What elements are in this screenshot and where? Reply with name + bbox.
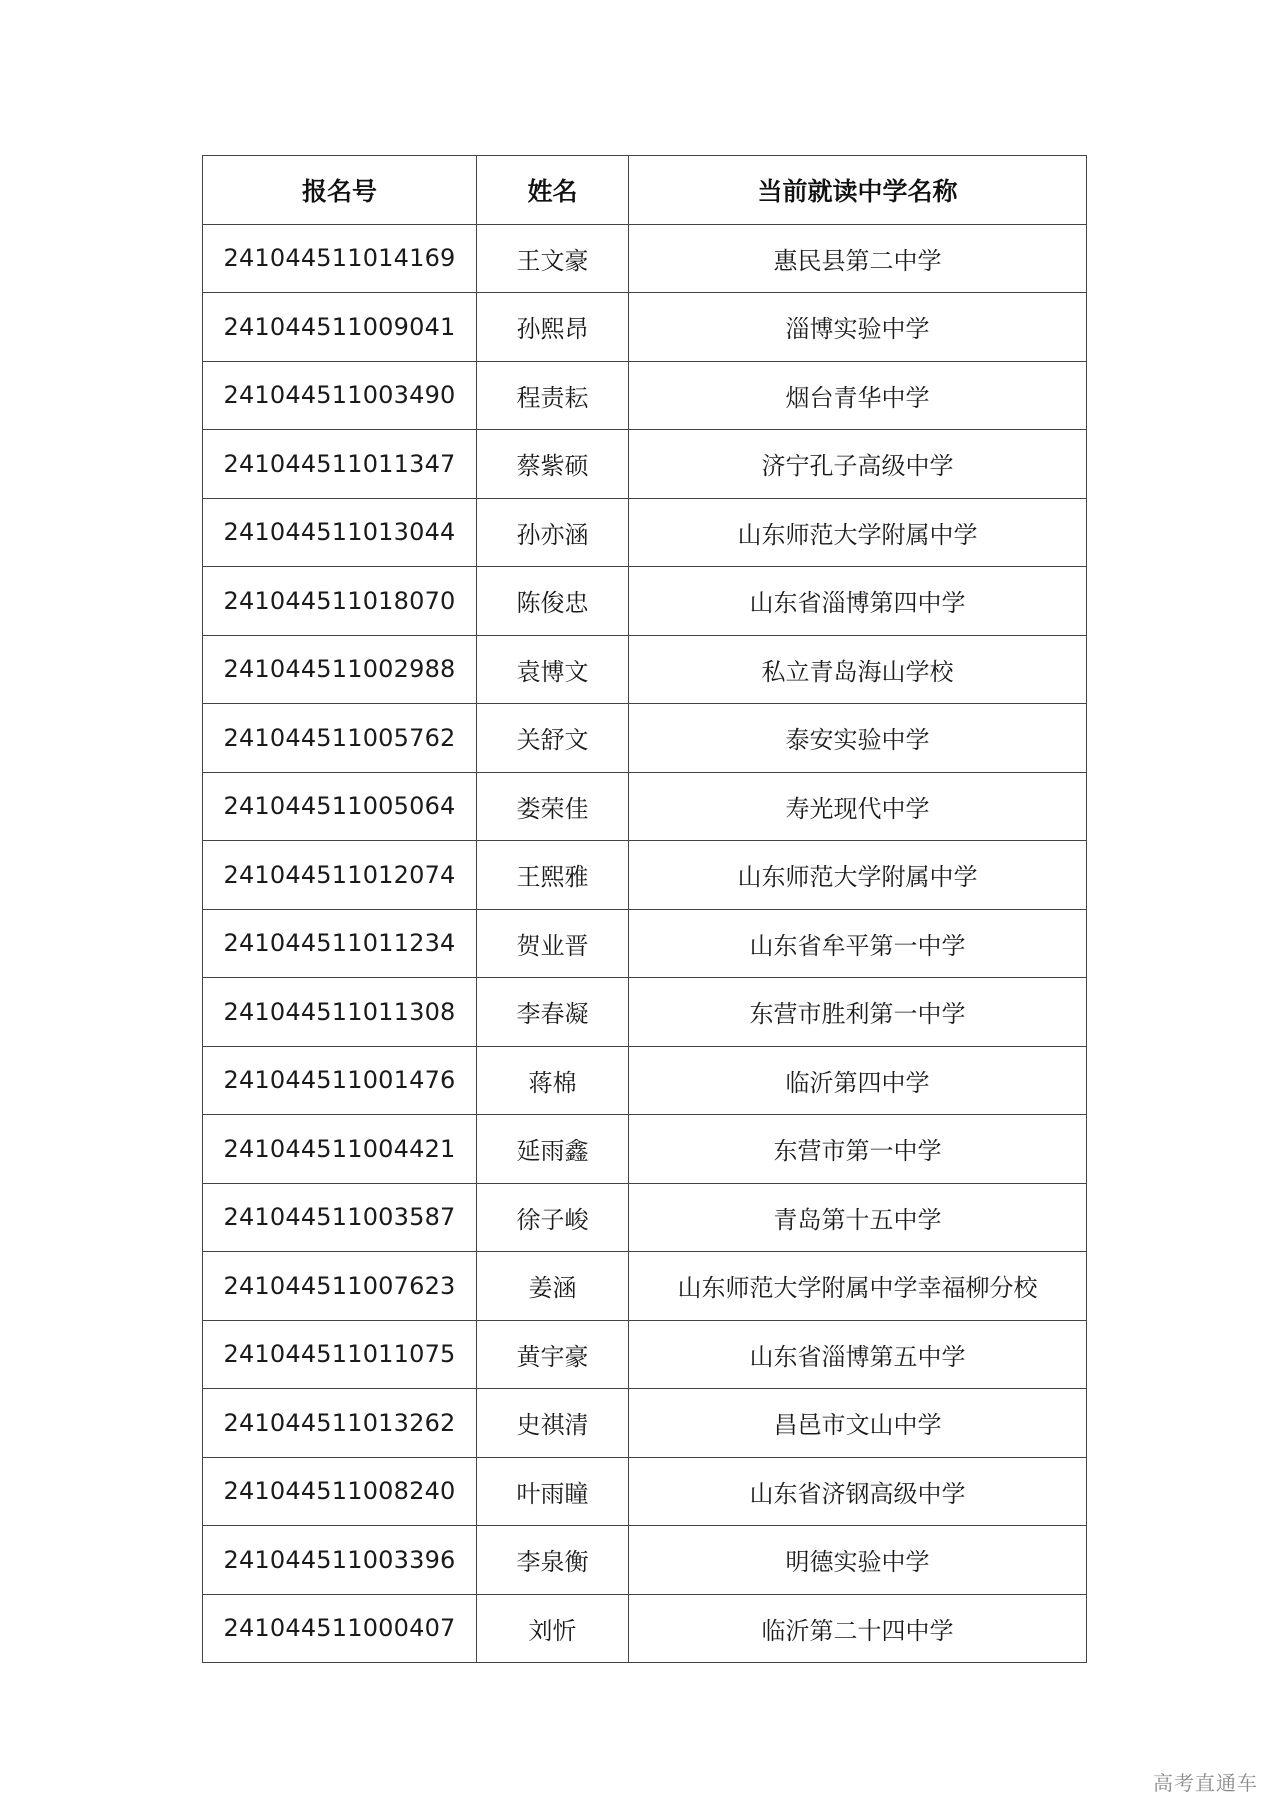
table-row [203, 1526, 1087, 1595]
registration-number-cell: 241044511005762 [203, 704, 477, 773]
table-row [203, 1320, 1087, 1389]
registration-number-cell: 241044511003490 [203, 361, 477, 430]
registration-number-cell: 241044511014169 [203, 224, 477, 293]
school-name-cell: 山东省淄博第五中学 [629, 1320, 1087, 1389]
student-name-cell: 王文豪 [477, 224, 629, 293]
student-name-cell: 娄荣佳 [477, 772, 629, 841]
school-name-cell: 山东省淄博第四中学 [629, 567, 1087, 636]
school-name-cell: 明德实验中学 [629, 1526, 1087, 1595]
student-name-cell: 李泉衡 [477, 1526, 629, 1595]
school-name-cell: 东营市第一中学 [629, 1115, 1087, 1184]
header-name: 姓名 [477, 156, 629, 225]
header-row [203, 156, 1087, 225]
student-name-cell: 王熙雅 [477, 841, 629, 910]
school-name-cell: 泰安实验中学 [629, 704, 1087, 773]
table-row [203, 293, 1087, 362]
school-name-cell: 山东师范大学附属中学幸福柳分校 [629, 1252, 1087, 1321]
table-row [203, 841, 1087, 910]
student-name-cell: 孙熙昂 [477, 293, 629, 362]
registration-number-cell: 241044511011075 [203, 1320, 477, 1389]
school-name-cell: 寿光现代中学 [629, 772, 1087, 841]
school-name-cell: 山东师范大学附属中学 [629, 498, 1087, 567]
table-row [203, 1389, 1087, 1458]
registration-number-cell: 241044511018070 [203, 567, 477, 636]
registration-number-cell: 241044511008240 [203, 1457, 477, 1526]
student-name-cell: 蒋棉 [477, 1046, 629, 1115]
school-name-cell: 济宁孔子高级中学 [629, 430, 1087, 499]
student-name-cell: 叶雨瞳 [477, 1457, 629, 1526]
registration-number-cell: 241044511012074 [203, 841, 477, 910]
student-name-cell: 蔡紫硕 [477, 430, 629, 499]
school-name-cell: 临沂第四中学 [629, 1046, 1087, 1115]
table-header [203, 156, 1087, 225]
table-row [203, 772, 1087, 841]
registration-number-cell: 241044511009041 [203, 293, 477, 362]
registration-number-cell: 241044511013044 [203, 498, 477, 567]
student-name-cell: 史祺清 [477, 1389, 629, 1458]
student-name-cell: 陈俊忠 [477, 567, 629, 636]
school-name-cell: 私立青岛海山学校 [629, 635, 1087, 704]
school-name-cell: 淄博实验中学 [629, 293, 1087, 362]
table-row [203, 978, 1087, 1047]
school-name-cell: 烟台青华中学 [629, 361, 1087, 430]
school-name-cell: 山东师范大学附属中学 [629, 841, 1087, 910]
registration-number-cell: 241044511013262 [203, 1389, 477, 1458]
registration-number-cell: 241044511011347 [203, 430, 477, 499]
registration-number-cell: 241044511011234 [203, 909, 477, 978]
table-row [203, 909, 1087, 978]
admission-list-table [202, 155, 1087, 1663]
table-row [203, 567, 1087, 636]
registration-number-cell: 241044511005064 [203, 772, 477, 841]
student-name-cell: 徐子峻 [477, 1183, 629, 1252]
student-name-cell: 李春凝 [477, 978, 629, 1047]
table-row [203, 498, 1087, 567]
table-row [203, 635, 1087, 704]
registration-number-cell: 241044511004421 [203, 1115, 477, 1184]
registration-number-cell: 241044511003396 [203, 1526, 477, 1595]
student-name-cell: 刘忻 [477, 1594, 629, 1663]
table-body [203, 224, 1087, 1663]
table-row [203, 1594, 1087, 1663]
table-row [203, 430, 1087, 499]
school-name-cell: 山东省牟平第一中学 [629, 909, 1087, 978]
registration-number-cell: 241044511007623 [203, 1252, 477, 1321]
student-name-cell: 程责耘 [477, 361, 629, 430]
student-name-cell: 贺业晋 [477, 909, 629, 978]
table-row [203, 361, 1087, 430]
registration-number-cell: 241044511011308 [203, 978, 477, 1047]
header-registration-number: 报名号 [203, 156, 477, 225]
school-name-cell: 青岛第十五中学 [629, 1183, 1087, 1252]
registration-number-cell: 241044511003587 [203, 1183, 477, 1252]
registration-number-cell: 241044511001476 [203, 1046, 477, 1115]
student-name-cell: 延雨鑫 [477, 1115, 629, 1184]
table-row [203, 224, 1087, 293]
student-name-cell: 孙亦涵 [477, 498, 629, 567]
student-name-cell: 姜涵 [477, 1252, 629, 1321]
registration-number-cell: 241044511000407 [203, 1594, 477, 1663]
table-row [203, 1183, 1087, 1252]
school-name-cell: 昌邑市文山中学 [629, 1389, 1087, 1458]
school-name-cell: 临沂第二十四中学 [629, 1594, 1087, 1663]
watermark-text: 高考直通车 [1153, 1771, 1258, 1795]
table-row [203, 1457, 1087, 1526]
student-name-cell: 关舒文 [477, 704, 629, 773]
table-row [203, 1115, 1087, 1184]
school-name-cell: 惠民县第二中学 [629, 224, 1087, 293]
student-name-cell: 袁博文 [477, 635, 629, 704]
table-row [203, 1046, 1087, 1115]
school-name-cell: 山东省济钢高级中学 [629, 1457, 1087, 1526]
school-name-cell: 东营市胜利第一中学 [629, 978, 1087, 1047]
header-school-name: 当前就读中学名称 [629, 156, 1087, 225]
registration-number-cell: 241044511002988 [203, 635, 477, 704]
table-row [203, 704, 1087, 773]
table-row [203, 1252, 1087, 1321]
student-name-cell: 黄宇豪 [477, 1320, 629, 1389]
